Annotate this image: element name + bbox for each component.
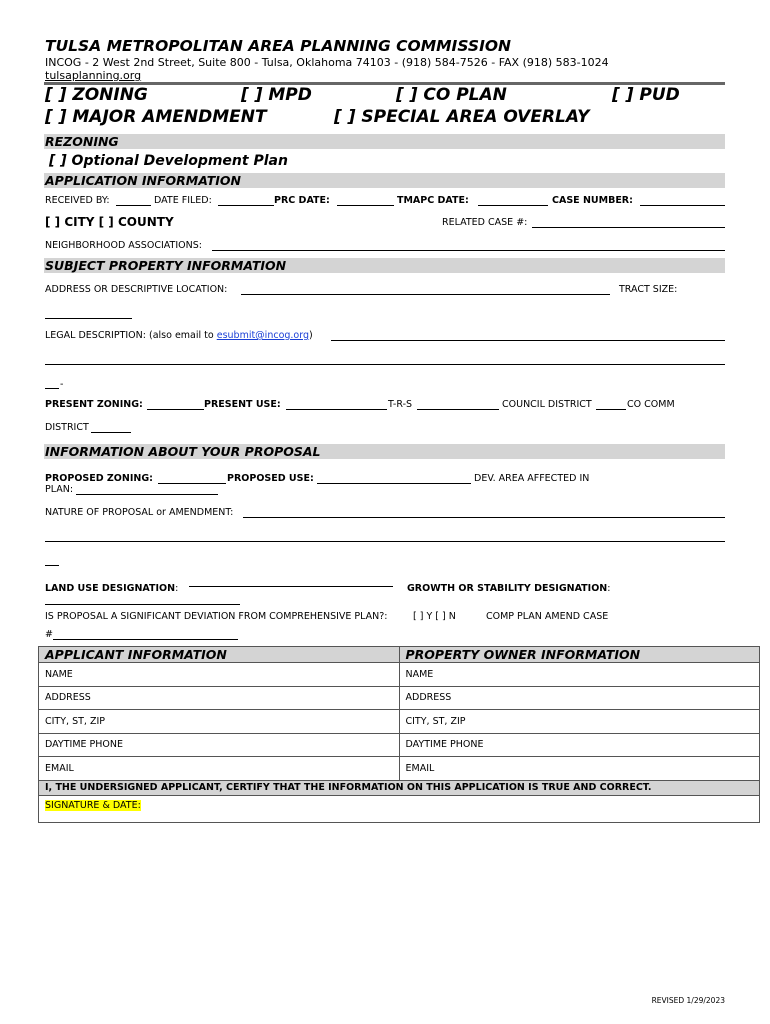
- comp-plan-hash: #: [45, 629, 53, 640]
- present-zoning-field[interactable]: [147, 409, 204, 410]
- council-district-field[interactable]: [596, 409, 626, 410]
- tract-size-label: TRACT SIZE:: [619, 284, 678, 295]
- plan-label: PLAN:: [45, 484, 74, 495]
- application-info-heading: APPLICATION INFORMATION: [44, 173, 725, 188]
- tmapc-date-field[interactable]: [478, 205, 548, 206]
- land-use-label: [45, 576, 178, 595]
- growth-stability-colon: :: [607, 583, 611, 594]
- nature-of-proposal-field[interactable]: [243, 517, 725, 518]
- growth-stability-label-text: GROWTH OR STABILITY DESIGNATION: [407, 583, 608, 594]
- received-by-label: RECEIVED BY:: [45, 195, 110, 206]
- checkbox-mpd[interactable]: [ ] MPD: [241, 85, 312, 105]
- trs-label: T-R-S: [388, 399, 413, 410]
- website-link[interactable]: tulsaplanning.org: [45, 69, 142, 82]
- co-comm-district-field[interactable]: [91, 432, 131, 433]
- rezoning-heading: REZONING: [44, 134, 725, 149]
- dev-area-field[interactable]: [76, 494, 218, 495]
- date-filed-field[interactable]: [218, 205, 274, 206]
- checkbox-optional-development-plan[interactable]: [ ] Optional Development Plan: [49, 153, 288, 169]
- co-comm-label: CO COMM: [627, 399, 675, 410]
- applicant-owner-table: [38, 646, 760, 823]
- growth-stability-field[interactable]: [45, 604, 240, 605]
- address-location-field[interactable]: [241, 294, 610, 295]
- checkbox-deviation-yes-no[interactable]: [ ] Y [ ] N: [413, 611, 456, 622]
- proposed-use-label: PROPOSED USE:: [227, 473, 314, 484]
- applicant-info-heading: APPLICANT INFORMATION: [39, 647, 400, 663]
- legal-description-close: ): [309, 330, 313, 341]
- owner-city-field[interactable]: CITY, ST, ZIP: [399, 710, 760, 734]
- neighborhood-label: NEIGHBORHOOD ASSOCIATIONS:: [45, 240, 202, 251]
- applicant-address-field[interactable]: ADDRESS: [39, 686, 400, 710]
- trs-field[interactable]: [417, 409, 499, 410]
- prc-date-label: PRC DATE:: [274, 195, 330, 206]
- legal-description-text: LEGAL DESCRIPTION: (also email to: [45, 330, 217, 341]
- comp-plan-amend-field[interactable]: [53, 639, 238, 640]
- nature-of-proposal-field-2[interactable]: [45, 541, 725, 542]
- present-use-field[interactable]: [286, 409, 387, 410]
- legal-description-field-2[interactable]: [45, 364, 725, 365]
- owner-phone-field[interactable]: DAYTIME PHONE: [399, 733, 760, 757]
- applicant-phone-field[interactable]: DAYTIME PHONE: [39, 733, 400, 757]
- address-location-label: ADDRESS OR DESCRIPTIVE LOCATION:: [45, 284, 228, 295]
- deviation-question: IS PROPOSAL A SIGNIFICANT DEVIATION FROM COMPREHENSIVE PLAN?:: [45, 611, 388, 622]
- legal-description-label: [45, 330, 313, 341]
- checkbox-zoning[interactable]: [ ] ZONING: [45, 85, 148, 105]
- signature-date-label: SIGNATURE & DATE:: [45, 799, 141, 811]
- legal-description-field[interactable]: [331, 340, 725, 341]
- checkbox-city-county[interactable]: [ ] CITY [ ] COUNTY: [45, 215, 174, 229]
- present-zoning-label: PRESENT ZONING:: [45, 399, 143, 410]
- proposal-heading: INFORMATION ABOUT YOUR PROPOSAL: [44, 444, 725, 459]
- related-case-field[interactable]: [532, 227, 725, 228]
- growth-stability-label: [407, 576, 610, 595]
- esubmit-email-link[interactable]: esubmit@incog.org: [216, 330, 310, 341]
- case-number-field[interactable]: [640, 205, 725, 206]
- proposed-zoning-label: PROPOSED ZONING:: [45, 473, 153, 484]
- nature-of-proposal-label: NATURE OF PROPOSAL or AMENDMENT:: [45, 507, 234, 518]
- tmapc-date-label: TMAPC DATE:: [397, 195, 469, 206]
- proposed-zoning-field[interactable]: [158, 483, 226, 484]
- dev-area-label: DEV. AREA AFFECTED IN: [474, 473, 590, 484]
- land-use-field[interactable]: [189, 586, 393, 587]
- owner-email-field[interactable]: EMAIL: [399, 757, 760, 781]
- checkbox-major-amendment[interactable]: [ ] MAJOR AMENDMENT: [45, 107, 267, 127]
- form-title: TULSA METROPOLITAN AREA PLANNING COMMISSION: [45, 37, 512, 55]
- council-district-label: COUNCIL DISTRICT: [502, 399, 592, 410]
- legal-description-field-3[interactable]: [45, 388, 59, 389]
- neighborhood-field[interactable]: [212, 250, 725, 251]
- applicant-name-field[interactable]: NAME: [39, 663, 400, 687]
- certification-statement: I, THE UNDERSIGNED APPLICANT, CERTIFY THAT THE INFORMATION ON THIS APPLICATION IS TRUE AND CORRECT.: [39, 780, 760, 795]
- date-filed-label: DATE FILED:: [154, 195, 212, 206]
- revised-date: REVISED 1/29/2023: [651, 996, 725, 1005]
- owner-address-field[interactable]: ADDRESS: [399, 686, 760, 710]
- checkbox-special-area-overlay[interactable]: [ ] SPECIAL AREA OVERLAY: [334, 107, 590, 127]
- checkbox-pud[interactable]: [ ] PUD: [612, 85, 680, 105]
- owner-name-field[interactable]: NAME: [399, 663, 760, 687]
- case-number-label: CASE NUMBER:: [552, 195, 633, 206]
- land-use-colon: :: [175, 583, 179, 594]
- received-by-field[interactable]: [116, 205, 151, 206]
- checkbox-co-plan[interactable]: [ ] CO PLAN: [396, 85, 507, 105]
- applicant-email-field[interactable]: EMAIL: [39, 757, 400, 781]
- present-use-label: PRESENT USE:: [204, 399, 281, 410]
- related-case-label: RELATED CASE #:: [442, 217, 528, 228]
- nature-of-proposal-field-3[interactable]: [45, 565, 59, 566]
- district-label: DISTRICT: [45, 422, 89, 433]
- legal-description-dash: -: [60, 379, 64, 390]
- comp-plan-amend-label: COMP PLAN AMEND CASE: [486, 611, 609, 622]
- land-use-label-text: LAND USE DESIGNATION: [45, 583, 176, 594]
- signature-date-field[interactable]: [39, 795, 760, 822]
- office-address: INCOG - 2 West 2nd Street, Suite 800 - Tulsa, Oklahoma 74103 - (918) 584-7526 - FAX (918) 583-1024: [45, 56, 609, 69]
- owner-info-heading: PROPERTY OWNER INFORMATION: [399, 647, 760, 663]
- tract-size-field[interactable]: [45, 318, 132, 319]
- proposed-use-field[interactable]: [317, 483, 471, 484]
- prc-date-field[interactable]: [337, 205, 394, 206]
- applicant-city-field[interactable]: CITY, ST, ZIP: [39, 710, 400, 734]
- subject-property-heading: SUBJECT PROPERTY INFORMATION: [44, 258, 725, 273]
